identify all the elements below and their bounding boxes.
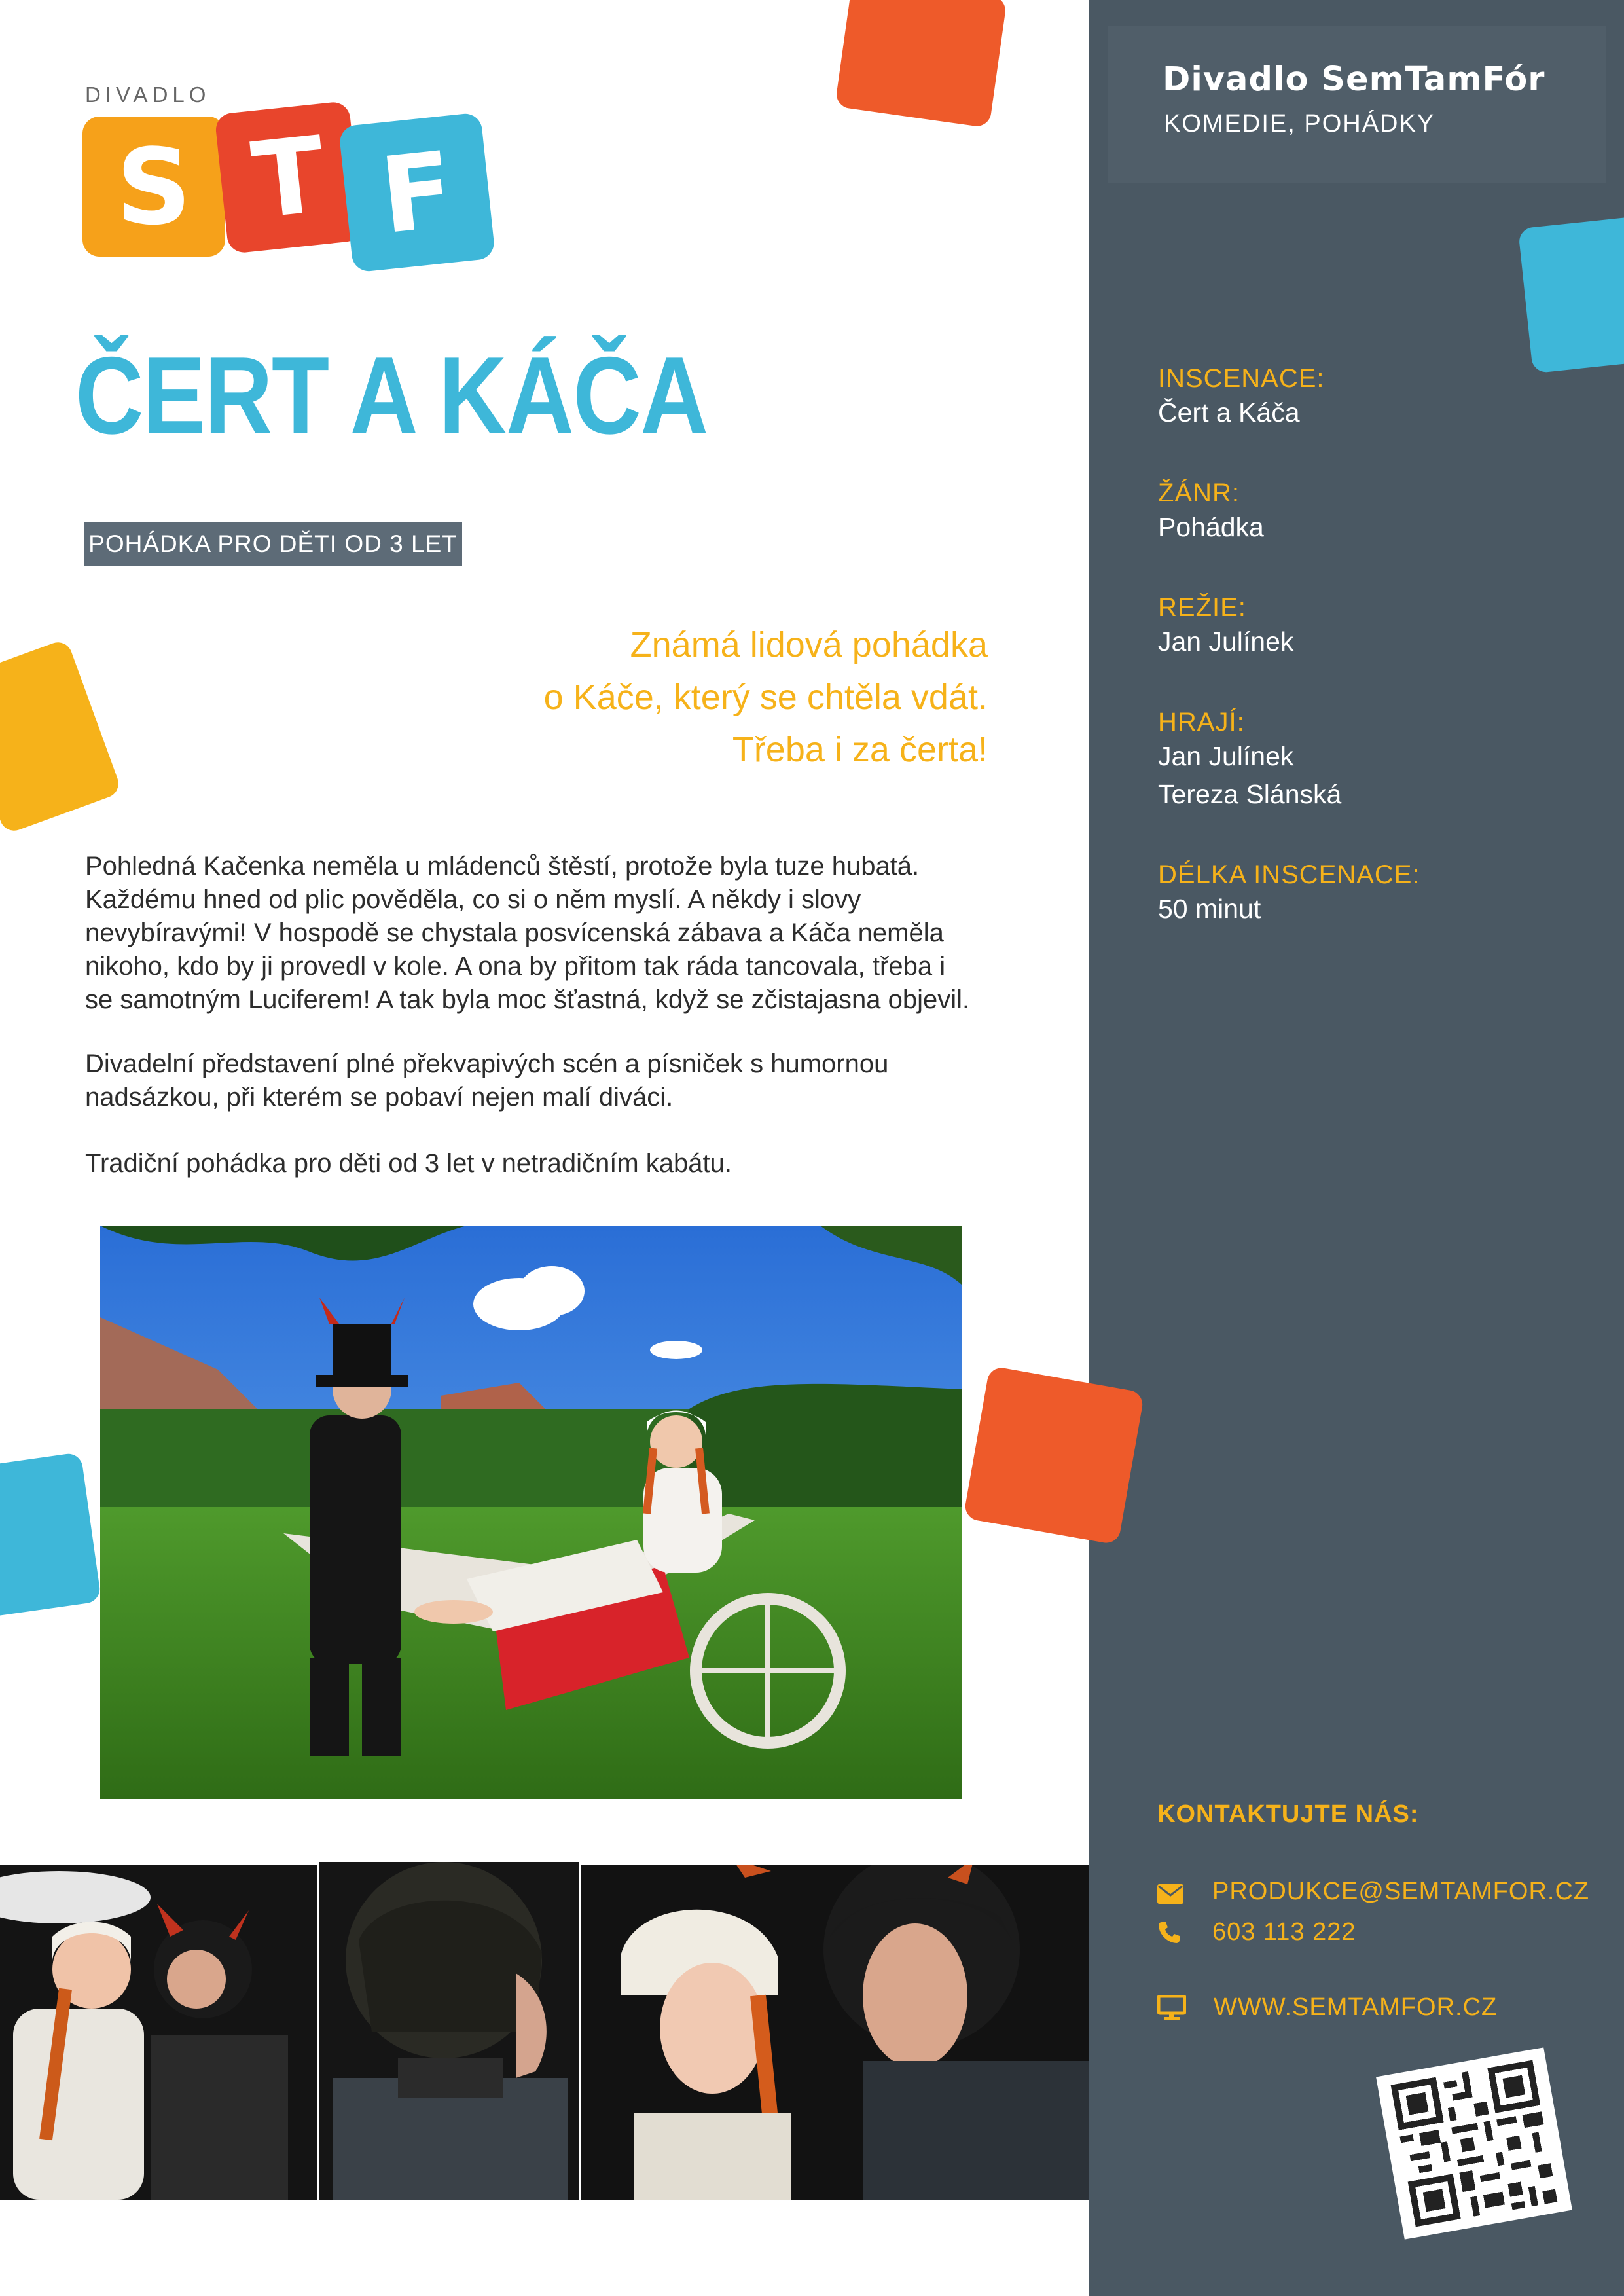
paragraph-1-line-3: nevybíravými! V hospodě se chystala posvícenská zábava a Káča neměla [85,919,944,947]
info-block-inscenace [1158,364,1325,431]
bottom-photo-3 [581,1865,1089,2200]
logo-tile-t: T [214,101,363,254]
tagline-line-2: o Káče, který se chtěla vdát. [543,678,988,717]
paragraph-2-line-2: nadsázkou, při kterém se pobaví nejen malí diváci. [85,1083,674,1112]
paragraph-1-line-2: Každému hned od plic pověděla, co si o něm myslí. A někdy i slovy [85,885,861,914]
info-value-zanr: Pohádka [1158,512,1264,542]
paragraph-2 [85,1048,1028,1114]
info-block-rezie [1158,593,1293,661]
sidebar-subtitle: KOMEDIE, POHÁDKY [1164,110,1435,137]
info-value-hraji-2: Tereza Slánská [1158,779,1342,809]
envelope-icon [1157,1882,1183,1902]
contact-title: KONTAKTUJTE NÁS: [1157,1800,1419,1828]
logo-small-text: DIVADLO [85,82,211,107]
info-block-hraji [1158,708,1341,813]
deco-blue-shape-left [0,1452,101,1618]
contact-email[interactable]: PRODUKCE@SEMTAMFOR.CZ [1212,1878,1590,1905]
phone-icon [1157,1921,1183,1944]
info-block-delka [1158,860,1420,928]
paragraph-1-line-4: nikoho, kdo by ji provedl v kole. A ona by přitom tak ráda tancovala, třeba i [85,952,946,981]
info-label-delka: DÉLKA INSCENACE: [1158,860,1420,889]
logo-tile-f: F [338,112,496,273]
deco-orange-square-top [835,0,1007,128]
deco-yellow-shape-left [0,638,122,835]
bottom-photo-2 [319,1862,579,2200]
bottom-photo-1 [0,1865,317,2200]
info-value-inscenace: Čert a Káča [1158,397,1300,428]
contact-email-row[interactable] [1157,1878,1589,1906]
info-label-rezie: REŽIE: [1158,593,1246,622]
contact-web[interactable]: WWW.SEMTAMFOR.CZ [1214,1994,1498,2021]
age-badge: POHÁDKA PRO DĚTI OD 3 LET [84,522,462,566]
contact-phone[interactable]: 603 113 222 [1212,1918,1356,1946]
main-photo [100,1226,962,1799]
tagline-line-1: Známá lidová pohádka [630,625,988,665]
info-value-delka: 50 minut [1158,894,1261,924]
sidebar-title: Divadlo SemTamFór [1163,60,1545,99]
logo-tile-s: S [82,117,225,257]
info-label-inscenace: INSCENACE: [1158,364,1325,393]
deco-orange-square-middle [963,1366,1144,1545]
page-title: ČERT A KÁČA [75,334,708,457]
tagline-line-3: Třeba i za čerta! [732,730,988,769]
sidebar-header-box [1108,26,1606,183]
paragraph-1 [85,850,1028,1017]
info-block-zanr [1158,479,1264,546]
info-value-hraji-1: Jan Julínek [1158,741,1294,771]
monitor-icon [1157,1995,1186,2021]
paragraph-2-line-1: Divadelní představení plné překvapivých scén a písniček s humornou [85,1049,889,1078]
paragraph-1-line-1: Pohledná Kačenka neměla u mládenců štěstí, protože byla tuze hubatá. [85,852,920,881]
info-value-rezie: Jan Julínek [1158,627,1294,657]
contact-web-row[interactable] [1157,1994,1497,2022]
paragraph-3 [85,1147,1028,1180]
paragraph-1-line-5: se samotným Luciferem! A tak byla moc šťastná, když se zčistajasna objevil. [85,985,970,1014]
info-label-hraji: HRAJÍ: [1158,708,1245,737]
info-label-zanr: ŽÁNR: [1158,479,1240,507]
tagline [544,619,988,776]
logo [79,79,511,288]
contact-phone-row[interactable] [1157,1918,1356,1946]
deco-blue-square-right [1518,215,1624,374]
qr-code-icon[interactable] [1376,2047,1572,2239]
paragraph-3-line-1: Tradiční pohádka pro děti od 3 let v netradičním kabátu. [85,1149,732,1178]
